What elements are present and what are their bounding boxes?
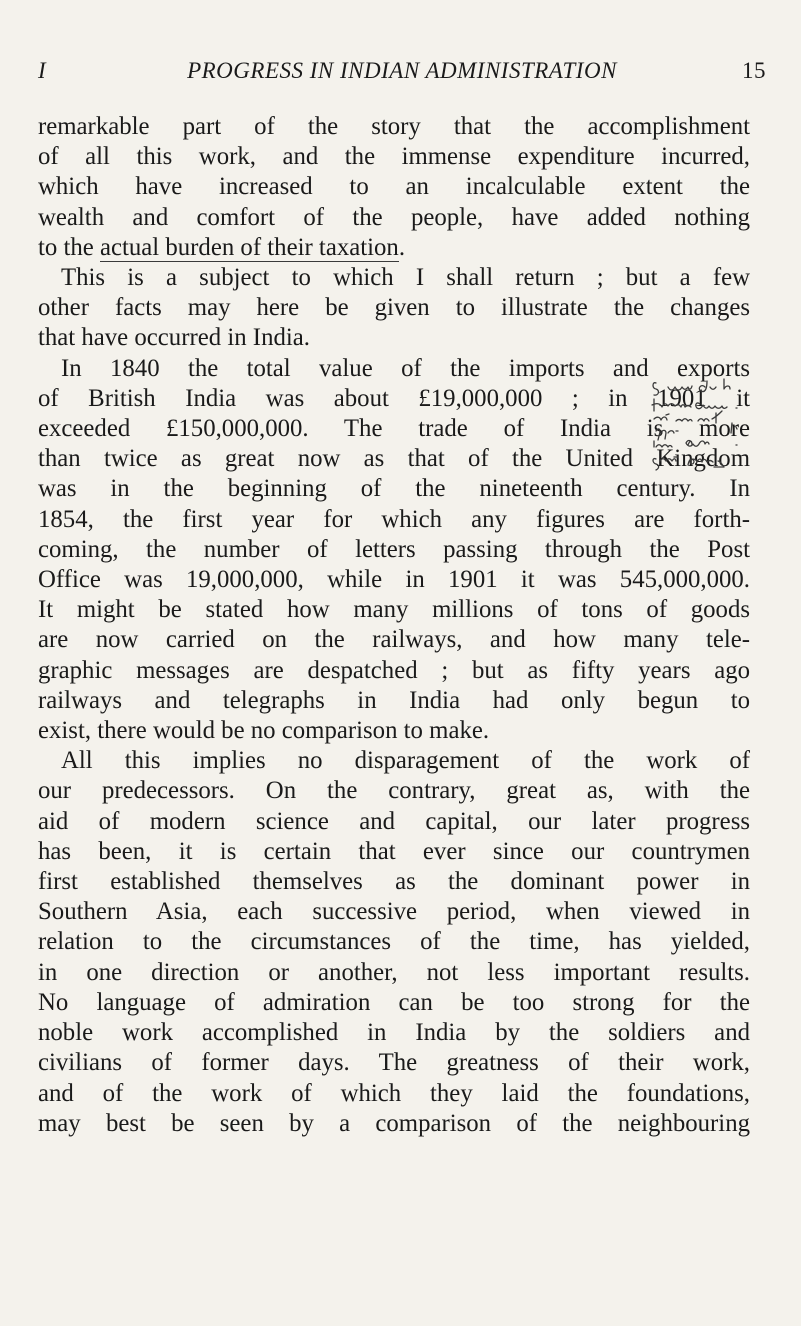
- handwriting-scribble-icon: [650, 375, 795, 520]
- text-line: aid of modern science and capital, our later progress: [38, 807, 750, 835]
- text-line: railways and telegraphs in India had only begun to: [38, 686, 750, 714]
- text-line: relation to the circumstances of the time, has yielded,: [38, 928, 750, 956]
- running-head: [38, 58, 766, 88]
- text-line: has been, it is certain that ever since our countrymen: [38, 837, 750, 865]
- text-line: that have occurred in India.: [38, 324, 310, 352]
- chapter-number: I: [38, 58, 47, 83]
- running-title: PROGRESS IN INDIAN ADMINISTRATION: [187, 58, 617, 83]
- text-line: graphic messages are despatched ; but as fifty years ago: [38, 656, 750, 684]
- text-line: noble work accomplished in India by the soldiers and: [38, 1019, 750, 1047]
- text-line: of all this work, and the immense expenditure incurred,: [38, 143, 750, 171]
- text-line: are now carried on the railways, and how many tele-: [38, 626, 750, 654]
- text-line: wealth and comfort of the people, have added nothing: [38, 203, 750, 231]
- text-line: remarkable part of the story that the accomplishment: [38, 113, 750, 140]
- text-line: exist, there would be no comparison to make.: [38, 717, 490, 745]
- text-line: exceeded £150,000,000. The trade of India is more: [38, 415, 750, 443]
- text-line: Office was 19,000,000, while in 1901 it was 545,000,000.: [38, 566, 750, 594]
- text-line: other facts may here be given to illustrate the changes: [38, 294, 750, 322]
- text-line: of British India was about £19,000,000 ; in 1901 it: [38, 384, 750, 412]
- page-number: 15: [742, 58, 766, 83]
- text-line: This is a subject to which I shall return ; but a few: [61, 264, 750, 292]
- paragraph-3: [38, 354, 750, 747]
- text-line: may best be seen by a comparison of the neighbouring: [38, 1109, 750, 1137]
- text-line: civilians of former days. The greatness of their work,: [38, 1049, 750, 1077]
- text-line: It might be stated how many millions of tons of goods: [38, 596, 750, 624]
- text-line: was in the beginning of the nineteenth century. In: [38, 475, 750, 503]
- paragraph-1: [38, 112, 750, 263]
- text-line: first established themselves as the dominant power in: [38, 868, 750, 896]
- text-line: our predecessors. On the contrary, great as, with the: [38, 777, 750, 805]
- text-line: [38, 233, 750, 263]
- text-line: 1854, the first year for which any figures are forth-: [38, 505, 750, 533]
- text-line: and of the work of which they laid the foundations,: [38, 1079, 750, 1107]
- text-line: which have increased to an incalculable extent the: [38, 173, 750, 201]
- body-text: [38, 112, 750, 1139]
- text-line: than twice as great now as that of the United Kingdom: [38, 445, 750, 473]
- text-line: coming, the number of letters passing through the Post: [38, 535, 750, 563]
- text-line: In 1840 the total value of the imports and exports: [61, 354, 750, 382]
- text-line: Southern Asia, each successive period, when viewed in: [38, 898, 750, 926]
- handwritten-margin-note: [650, 375, 795, 520]
- underlined-text: to the actual burden of their taxation.: [38, 233, 406, 261]
- paragraph-4: [38, 746, 750, 1139]
- text-line: All this implies no disparagement of the work of: [61, 747, 750, 775]
- text-line: in one direction or another, not less important results.: [38, 958, 750, 986]
- paragraph-2: [38, 263, 750, 354]
- text-line: No language of admiration can be too strong for the: [38, 988, 750, 1016]
